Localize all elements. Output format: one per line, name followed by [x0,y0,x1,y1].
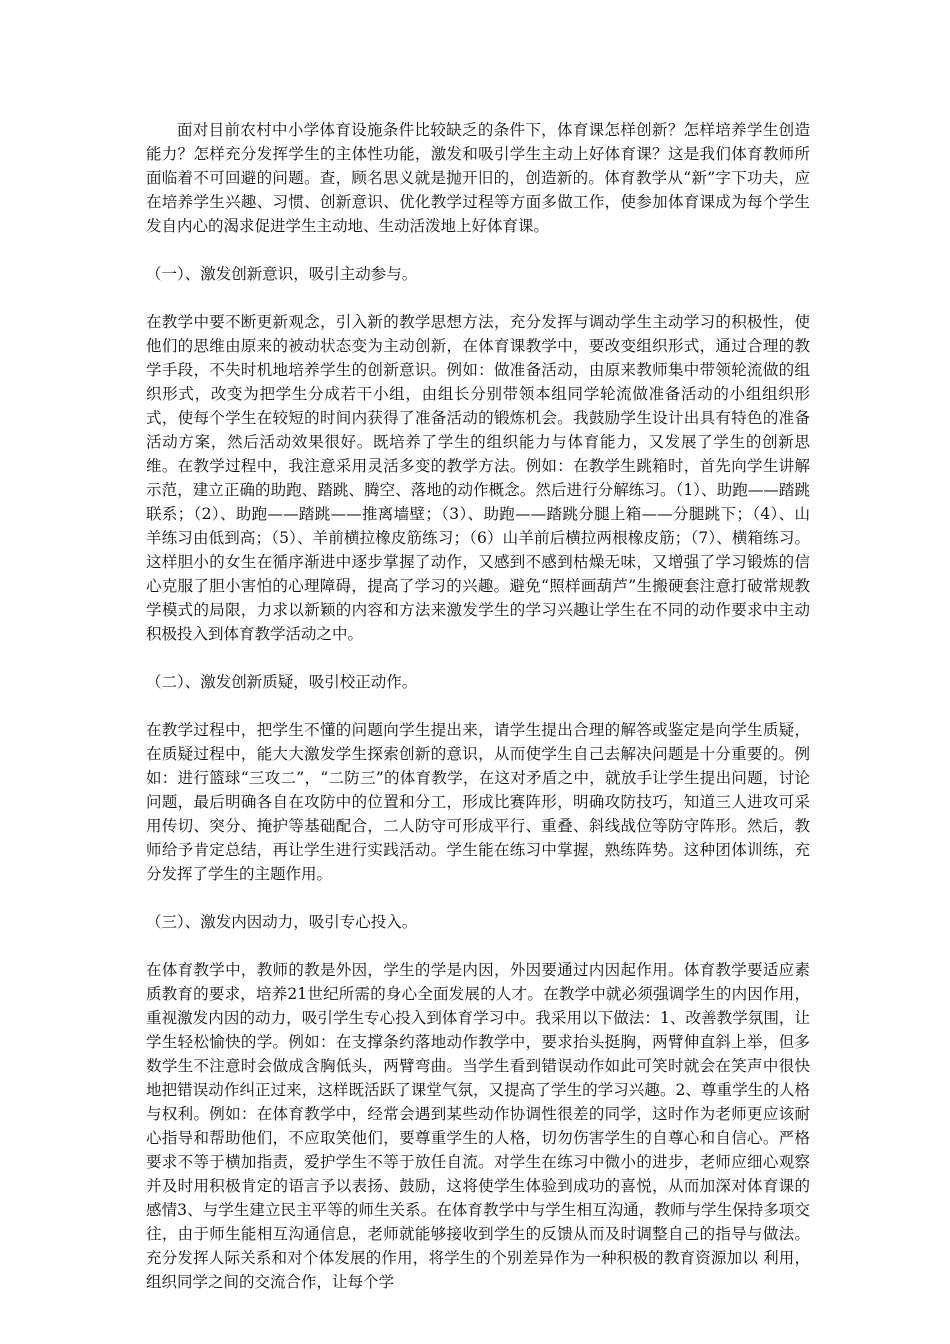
intro-paragraph: 面对目前农村中小学体育设施条件比较缺乏的条件下，体育课怎样创新？怎样培养学生创造能力？怎样充分发挥学生的主体性功能，激发和吸引学生主动上好体育课？这是我们体育教师所面临着不可回避的问题。查，顾名思义就是抛开旧的，创造新的。体育教学从“新”字下功夫，应在培养学生兴趣、习惯、创新意识、优化教学过程等方面多做工作，使参加体育课成为每个学生发自内心的渴求促进学生主动地、生动活泼地上好体育课。 [146,121,810,235]
section-1-body: 在教学中要不断更新观念，引入新的教学思想方法，充分发挥与调动学生主动学习的积极性，使他们的思维由原来的被动状态变为主动创新，在体育课教学中，要改变组织形式，通过合理的教学手段，不失时机地培养学生的创新意识。例如：做准备活动，由原来教师集中带领轮流做的组织形式，改变为把学生分成若干小组，由组长分别带领本组同学轮流做准备活动的小组组织形式，使每个学生在较短的时间内获得了准备活动的锻炼机会。我鼓励学生设计出具有特色的准备活动方案，然后活动效果很好。既培养了学生的组织能力与体育能力，又发展了学生的创新思维。在教学过程中，我注意采用灵活多变的教学方法。例如：在教学生跳箱时，首先向学生讲解示范，建立正确的助跑、踏跳、腾空、落地的动作概念。然后进行分解练习。（1）、助跑——踏跳联系；（2）、助跑——踏跳——推离墙壁；（3）、助跑——踏跳分腿上箱——分腿跳下；（4）、山羊练习由低到高；（5）、羊前横拉橡皮筋练习；（6）山羊前后横拉两根橡皮筋；（7）、横箱练习。这样胆小的女生在循序渐进中逐步掌握了动作，又感到不感到枯燥无味，又增强了学习锻炼的信心克服了胆小害怕的心理障碍，提高了学习的兴趣。避免“照样画葫芦”生搬硬套注意打破常规教学模式的局限，力求以新颖的内容和方法来激发学生的学习兴趣让学生在不同的动作要求中主动积极投入到体育教学活动之中。 [146,313,810,643]
section-3-heading: （三）、激发内因动力，吸引专心投入。 [146,913,418,931]
section-2-body: 在教学过程中，把学生不懂的问题向学生提出来，请学生提出合理的解答或鉴定是向学生质疑，在质疑过程中，能大大激发学生探索创新的意识，从而使学生自己去解决问题是十分重要的。例如：进行篮球“三攻二”，“二防三”的体育教学，在这对矛盾之中，就放手让学生提出问题，讨论问题，最后明确各自在攻防中的位置和分工，形成比赛阵形，明确攻防技巧，知道三人进攻可采用传切、突分、掩护等基础配合，二人防守可形成平行、重叠、斜线战位等防守阵形。然后，教师给予肯定总结，再让学生进行实践活动。学生能在练习中掌握，熟练阵势。这种团体训练，充分发挥了学生的主题作用。 [146,721,810,883]
section-3-body: 在体育教学中，教师的教是外因，学生的学是内因，外因要通过内因起作用。体育教学要适应素质教育的要求，培养21世纪所需的身心全面发展的人才。在教学中就必须强调学生的内因作用，重视激发内因的动力，吸引学生专心投入到体育学习中。我采用以下做法：1、改善教学氛围，让学生轻松愉快的学。例如：在支撑条约落地动作教学中，要求抬头挺胸，两臂伸直斜上举，但多数学生不注意时会做成含胸低头，两臂弯曲。当学生看到错误动作如此可笑时就会在笑声中很快地把错误动作纠正过来，这样既活跃了课堂气氛，又提高了学生的学习兴趣。2、尊重学生的人格与权利。例如：在体育教学中，经常会遇到某些动作协调性很差的同学，这时作为老师更应该耐心指导和帮助他们，不应取笑他们，要尊重学生的人格，切勿伤害学生的自尊心和自信心。严格要求不等于横加指责，爱护学生不等于放任自流。对学生在练习中微小的进步，老师应细心观察并及时用积极肯定的语言予以表扬、鼓励，这将使学生体验到成功的喜悦，从而加深对体育课的感情3、与学生建立民主平等的师生关系。在体育教学中与学生相互沟通，教师与学生保持多项交往，由于师生能相互沟通信息，老师就能够接收到学生的反馈从而及时调整自己的指导与做法。充分发挥人际关系和对个体发展的作用，将学生的个别差异作为一种积极的教育资源加以 利用，组织同学之间的交流合作，让每个学 [146,961,810,1291]
section-2-heading: （二）、激发创新质疑，吸引校正动作。 [146,673,418,691]
section-1-heading: （一）、激发创新意识，吸引主动参与。 [146,265,418,283]
document-page [146,118,810,1294]
